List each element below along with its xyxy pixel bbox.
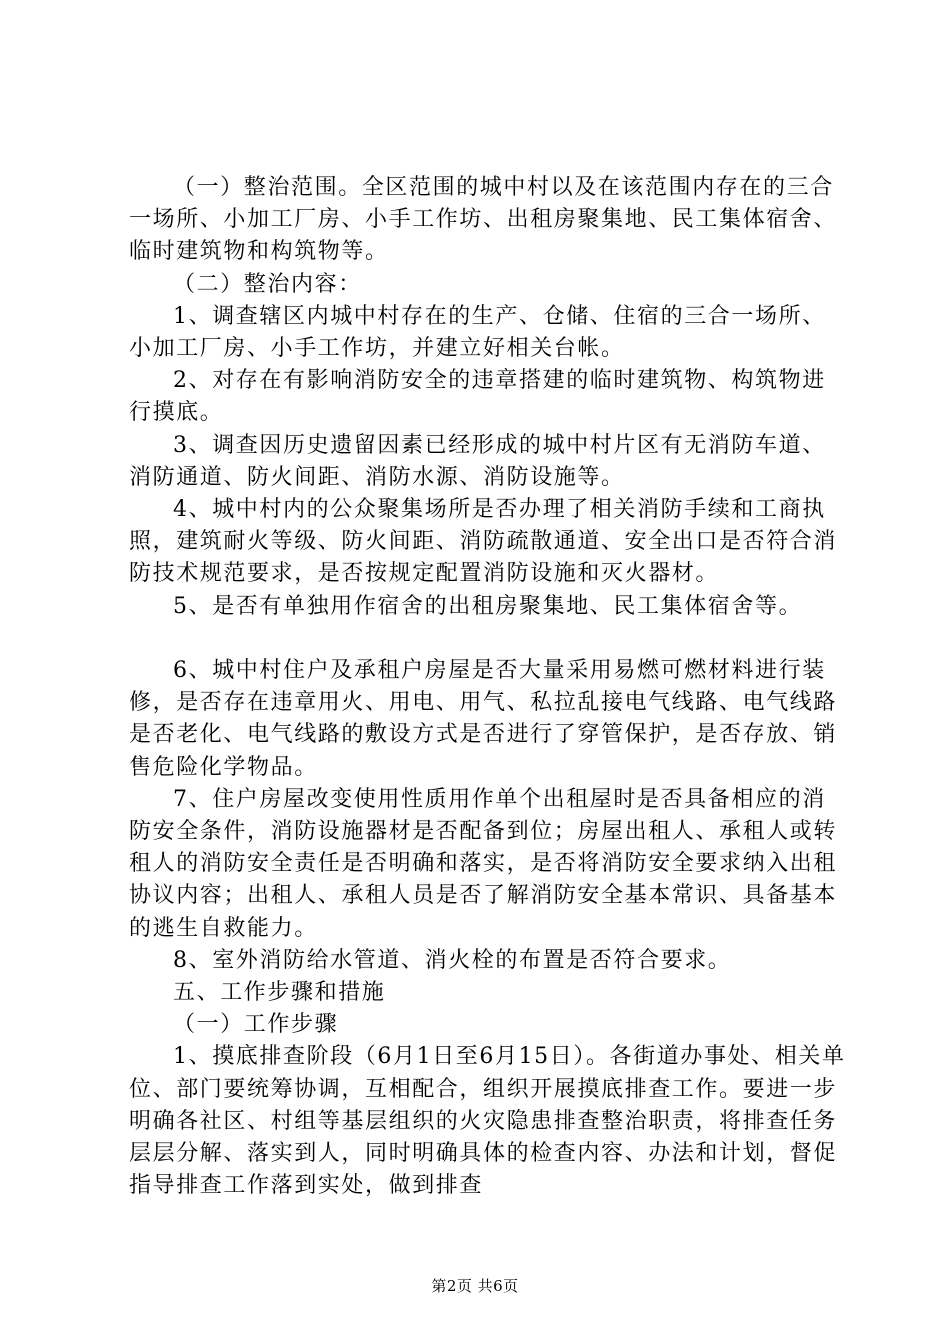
document-body [129, 172, 849, 1202]
paragraph-item-7: 7、住户房屋改变使用性质用作单个出租屋时是否具备相应的消防安全条件，消防设施器材是否配备到位；房屋出租人、承租人或转租人的消防安全责任是否明确和落实，是否将消防安全要求纳入出租协议内容；出租人、承租人员是否了解消防安全基本常识、具备基本的逃生自救能力。 [129, 786, 838, 941]
page-number-footer: 第2页 共6页 [431, 1277, 519, 1295]
paragraph-scope: （一）整治范围。全区范围的城中村以及在该范围内存在的三合一场所、小加工厂房、小手工作坊、出租房聚集地、民工集体宿舍、临时建筑物和构筑物等。 [129, 175, 838, 265]
subsection-heading-steps: （一）工作步骤 [173, 1012, 339, 1038]
paragraph-step-1: 1、摸底排查阶段（6月1日至6月15日）。各街道办事处、相关单位、部门要统筹协调，互相配合，组织开展摸底排查工作。要进一步明确各社区、村组等基层组织的火灾隐患排查整治职责，将排查任务层层分解、落实到人，同时明确具体的检查内容、办法和计划，督促指导排查工作落到实处，做到排查 [129, 1044, 846, 1199]
paragraph-item-8: 8、室外消防给水管道、消火栓的布置是否符合要求。 [173, 947, 732, 973]
paragraph-item-1: 1、调查辖区内城中村存在的生产、仓储、住宿的三合一场所、小加工厂房、小手工作坊，并建立好相关台帐。 [129, 303, 826, 362]
paragraph-item-2: 2、对存在有影响消防安全的违章搭建的临时建筑物、构筑物进行摸底。 [129, 368, 826, 426]
paragraph-item-5: 5、是否有单独用作宿舍的出租房聚集地、民工集体宿舍等。 [173, 593, 803, 619]
paragraph-content-heading: （二）整治内容： [173, 271, 362, 297]
paragraph-item-6: 6、城中村住户及承租户房屋是否大量采用易燃可燃材料进行装修，是否存在违章用火、用电、用气、私拉乱接电气线路、电气线路是否老化、电气线路的敷设方式是否进行了穿管保护，是否存放、销售危险化学物品。 [129, 658, 838, 780]
section-heading-steps: 五、工作步骤和措施 [173, 980, 386, 1006]
paragraph-item-3: 3、调查因历史遗留因素已经形成的城中村片区有无消防车道、消防通道、防火间距、消防水源、消防设施等。 [129, 432, 826, 490]
paragraph-item-4: 4、城中村内的公众聚集场所是否办理了相关消防手续和工商执照，建筑耐火等级、防火间距、消防疏散通道、安全出口是否符合消防技术规范要求，是否按规定配置消防设施和灭火器材。 [129, 497, 838, 587]
